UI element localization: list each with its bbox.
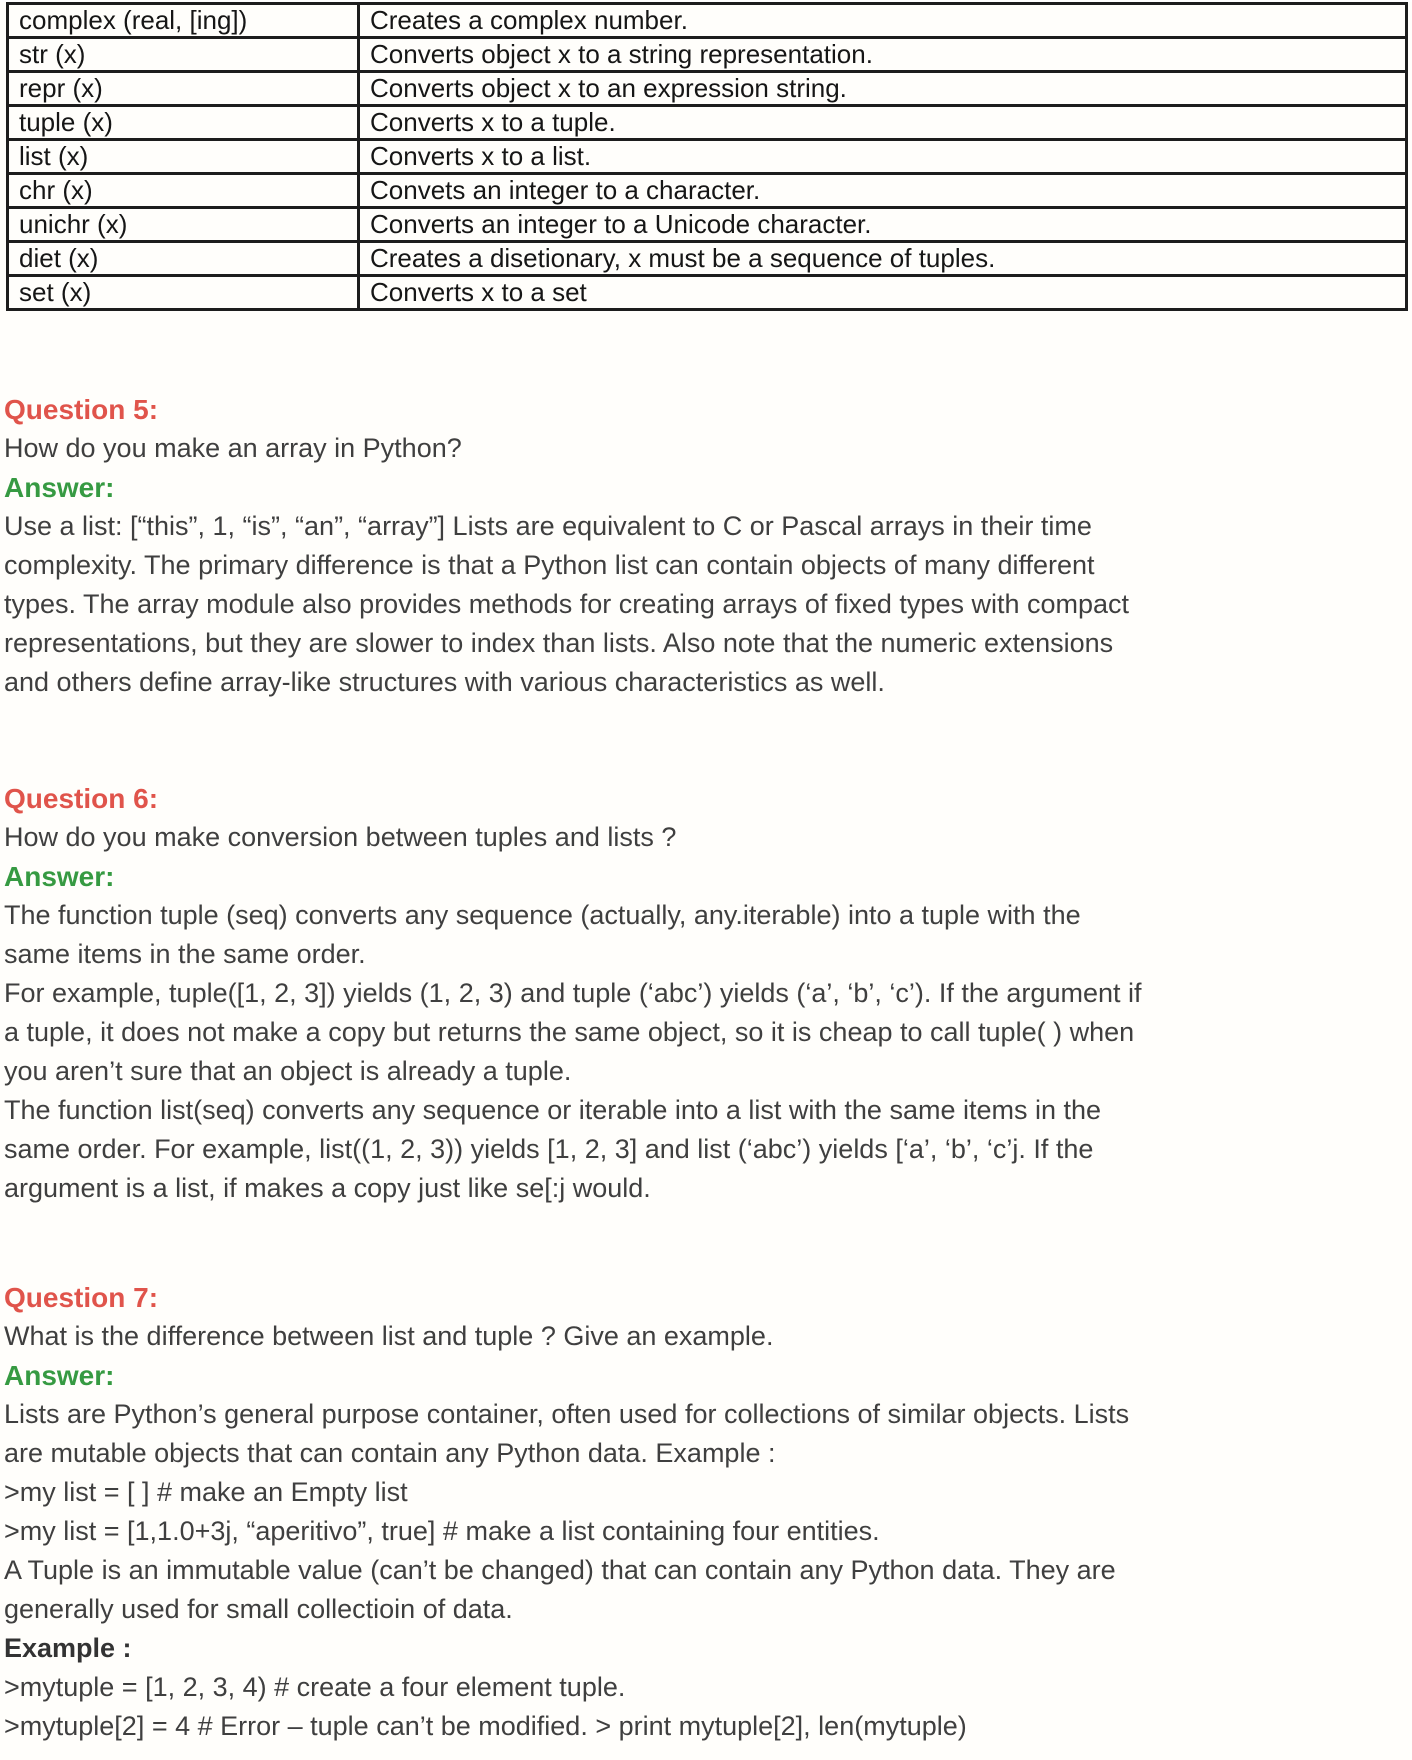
question-7-section <box>4 1278 1264 1746</box>
question-5-section <box>4 390 1264 702</box>
question-6-section <box>4 779 1264 1208</box>
question-6-answer-label: Answer: <box>4 861 115 892</box>
example-label: Example : <box>4 1633 132 1663</box>
description-cell: Converts x to a tuple. <box>359 106 1407 140</box>
function-cell: complex (real, [ing]) <box>8 4 359 38</box>
answer-line: The function list(seq) converts any sequence or iterable into a list with the same items in the <box>4 1095 1102 1125</box>
description-cell: Converts object x to an expression string. <box>359 72 1407 106</box>
question-5-text: How do you make an array in Python? <box>4 433 462 463</box>
answer-line: a tuple, it does not make a copy but returns the same object, so it is cheap to call tuple( ) when <box>4 1017 1135 1047</box>
description-cell: Converts x to a list. <box>359 140 1407 174</box>
answer-line: representations, but they are slower to index than lists. Also note that the numeric extensions <box>4 628 1114 658</box>
function-cell: tuple (x) <box>8 106 359 140</box>
example-line: >mytuple[2] = 4 # Error – tuple can’t be modified. > print mytuple[2], len(mytuple) <box>4 1711 967 1741</box>
answer-line: are mutable objects that can contain any Python data. Example : <box>4 1438 776 1468</box>
table-row <box>8 242 1407 276</box>
question-7-answer-label: Answer: <box>4 1360 115 1391</box>
function-cell: list (x) <box>8 140 359 174</box>
function-cell: repr (x) <box>8 72 359 106</box>
answer-line: generally used for small collectioin of data. <box>4 1594 513 1624</box>
question-7-text: What is the difference between list and tuple ? Give an example. <box>4 1321 774 1351</box>
question-5-heading: Question 5: <box>4 394 159 425</box>
function-cell: set (x) <box>8 276 359 310</box>
document-page <box>0 2 1412 1760</box>
description-cell: Converts object x to a string representation. <box>359 38 1407 72</box>
function-cell: unichr (x) <box>8 208 359 242</box>
table-row <box>8 174 1407 208</box>
table-row <box>8 38 1407 72</box>
answer-line: Use a list: [“this”, 1, “is”, “an”, “array”] Lists are equivalent to C or Pascal arrays in their time <box>4 511 1092 541</box>
table-row <box>8 208 1407 242</box>
answer-line: Lists are Python’s general purpose container, often used for collections of similar objects. Lists <box>4 1399 1130 1429</box>
answer-line: and others define array-like structures with various characteristics as well. <box>4 667 885 697</box>
example-line: >mytuple = [1, 2, 3, 4) # create a four element tuple. <box>4 1672 626 1702</box>
description-cell: Creates a complex number. <box>359 4 1407 38</box>
answer-line: The function tuple (seq) converts any sequence (actually, any.iterable) into a tuple with the <box>4 900 1081 930</box>
answer-line: you aren’t sure that an object is already a tuple. <box>4 1056 572 1086</box>
answer-line: >my list = [ ] # make an Empty list <box>4 1477 408 1507</box>
function-cell: diet (x) <box>8 242 359 276</box>
function-cell: chr (x) <box>8 174 359 208</box>
answer-line: A Tuple is an immutable value (can’t be changed) that can contain any Python data. They are <box>4 1555 1116 1585</box>
question-6-heading: Question 6: <box>4 783 159 814</box>
answer-line: For example, tuple([1, 2, 3]) yields (1, 2, 3) and tuple (‘abc’) yields (‘a’, ‘b’, ‘c’). If the argument if <box>4 978 1142 1008</box>
question-6-text: How do you make conversion between tuples and lists ? <box>4 822 677 852</box>
question-5-answer-label: Answer: <box>4 472 115 503</box>
document-body <box>4 390 1264 1746</box>
table-row <box>8 276 1407 310</box>
description-cell: Converts an integer to a Unicode character. <box>359 208 1407 242</box>
description-cell: Creates a disetionary, x must be a sequence of tuples. <box>359 242 1407 276</box>
table-row <box>8 4 1407 38</box>
answer-line: types. The array module also provides methods for creating arrays of fixed types with compact <box>4 589 1130 619</box>
answer-line: complexity. The primary difference is that a Python list can contain objects of many different <box>4 550 1095 580</box>
table-row <box>8 106 1407 140</box>
function-cell: str (x) <box>8 38 359 72</box>
type-conversion-table <box>6 2 1408 311</box>
description-cell: Converts x to a set <box>359 276 1407 310</box>
table-row <box>8 72 1407 106</box>
answer-line: same items in the same order. <box>4 939 366 969</box>
answer-line: argument is a list, if makes a copy just like se[:j would. <box>4 1173 651 1203</box>
answer-line: same order. For example, list((1, 2, 3)) yields [1, 2, 3] and list (‘abc’) yields [‘a’, ‘b’, ‘c’j. If the <box>4 1134 1094 1164</box>
answer-line: >my list = [1,1.0+3j, “aperitivo”, true] # make a list containing four entities. <box>4 1516 880 1546</box>
description-cell: Convets an integer to a character. <box>359 174 1407 208</box>
table-row <box>8 140 1407 174</box>
question-7-heading: Question 7: <box>4 1282 159 1313</box>
